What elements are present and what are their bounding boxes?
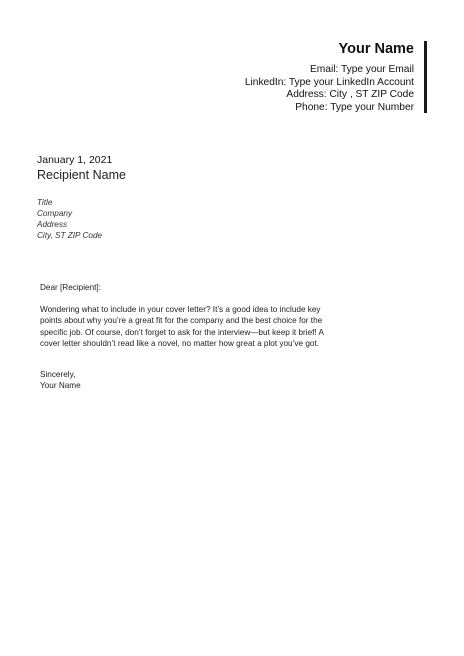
salutation: Dear [Recipient]: [40, 283, 101, 292]
sender-phone: Phone: Type your Number [295, 101, 414, 113]
sender-linkedin: LinkedIn: Type your LinkedIn Account [244, 76, 414, 88]
recipient-city: City, ST ZIP Code [37, 231, 103, 240]
sender-address: Address: City , ST ZIP Code [286, 89, 414, 100]
recipient-address: Address [37, 220, 68, 229]
sender-header [245, 40, 414, 114]
letter-closing [40, 369, 81, 391]
closing-phrase: Sincerely, [40, 370, 76, 379]
recipient-details [37, 197, 102, 241]
recipient-company: Company [37, 209, 73, 218]
sender-name: Your Name [338, 41, 414, 57]
signature-name: Your Name [40, 381, 81, 390]
recipient-name: Recipient Name [37, 168, 126, 182]
header-accent-bar [424, 41, 427, 113]
letter-date: January 1, 2021 [37, 154, 113, 166]
letter-body: Wondering what to include in your cover letter? It’s a good idea to include key points about why you’re a great fit for the company and the best choice for the specific job. Of course, don’t forget to ask for the interview—but keep it brief! A cover letter shouldn’t read like a novel, no matter how great a plot you’ve got. [40, 305, 324, 348]
recipient-title: Title [37, 198, 53, 207]
sender-email: Email: Type your Email [310, 64, 414, 75]
